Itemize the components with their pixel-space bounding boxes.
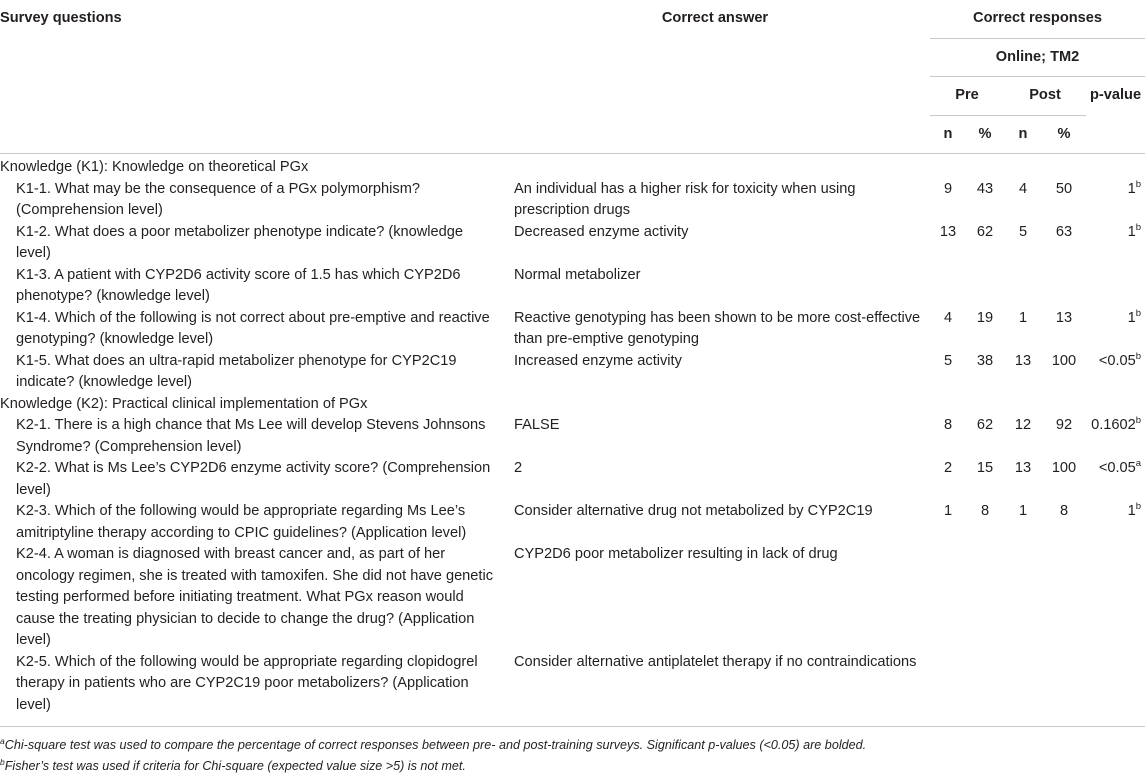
pre-n-cell: 2 [943,460,953,476]
table-row [0,501,1145,544]
pre-n-cell [930,544,966,652]
footnote-a [0,735,1145,756]
p-value-footnote-mark: b [1135,350,1142,362]
post-pct-cell: 50 [1055,180,1073,197]
header-correct-responses: Correct responses [930,0,1145,38]
p-value: <0.05 [1098,460,1136,476]
p-value-cell [1086,501,1145,544]
pre-n-cell: 8 [943,417,953,433]
p-value: 1 [1127,180,1136,197]
pre-pct-cell: 15 [976,460,994,476]
table-footnotes [0,726,1145,777]
post-n-cell [1004,544,1042,652]
question-cell: K2-3. Which of the following would be appropriate regarding Ms Lee’s amitriptyline therapy according to CPIC guidelines? (Application level) [16,503,467,541]
pre-pct-cell: 8 [980,503,990,519]
header-post: Post [1004,77,1086,116]
pre-pct-cell: 62 [976,417,994,433]
p-value-cell [1086,415,1145,458]
p-value-cell [1086,652,1145,727]
p-value-cell [1086,544,1145,652]
answer-cell: Increased enzyme activity [514,352,682,369]
post-pct-cell [1042,265,1086,308]
header-survey-questions: Survey questions [0,10,122,26]
answer-cell: Normal metabolizer [514,266,641,283]
table-row [0,351,1145,394]
header-pre-n: n [943,125,953,142]
post-pct-cell: 100 [1051,460,1077,476]
footnote-mark: a [0,736,5,746]
post-n-cell: 1 [1018,503,1028,519]
p-value: <0.05 [1098,352,1136,369]
section-title-k2: Knowledge (K2): Practical clinical implementation of PGx [0,395,368,412]
table-row [0,415,1145,458]
pre-n-cell: 13 [939,223,957,240]
p-value-cell [1086,222,1145,265]
post-pct-cell: 8 [1059,503,1069,519]
table-row [0,458,1145,501]
table-row [0,179,1145,222]
header-pre: Pre [930,77,1004,116]
question-cell: K1-1. What may be the consequence of a PGx polymorphism? (Comprehension level) [16,180,420,218]
p-value-cell [1086,458,1145,501]
header-online-tm2: Online; TM2 [930,38,1145,77]
p-value-footnote-mark: a [1135,458,1142,469]
post-n-cell [1004,265,1042,308]
header-pre-pct: % [978,125,992,142]
header-p-value: p-value [1089,87,1142,103]
post-n-cell: 12 [1014,417,1032,433]
table-row [0,544,1145,652]
post-pct-cell: 92 [1055,417,1073,433]
post-n-cell: 13 [1014,352,1032,369]
post-n-cell: 1 [1018,309,1028,326]
p-value-cell [1086,265,1145,308]
footnote-b [0,756,1145,777]
footnote-text: Chi-square test was used to compare the percentage of correct responses between pre- and post-training surveys. Significant p-values (<0.05) are bolded. [4,738,867,752]
p-value-footnote-mark: b [1135,221,1142,233]
p-value: 1 [1127,309,1136,326]
question-cell: K1-4. Which of the following is not correct about pre-emptive and reactive genotyping? (knowledge level) [16,309,490,347]
post-pct-cell [1042,544,1086,652]
table-row [0,308,1145,351]
answer-cell: Decreased enzyme activity [514,223,689,240]
table-row [0,265,1145,308]
pre-n-cell: 1 [943,503,953,519]
footnote-mark: b [0,757,5,767]
pre-pct-cell [966,652,1004,727]
post-pct-cell: 100 [1051,352,1077,369]
footnote-text: Fisher’s test was used if criteria for Chi-square (expected value size >5) is not met. [4,759,466,773]
answer-cell: FALSE [514,417,560,433]
p-value-cell [1086,308,1145,351]
question-cell: K1-5. What does an ultra-rapid metabolizer phenotype for CYP2C19 indicate? (knowledge level) [16,352,457,390]
table-header [0,0,1145,154]
question-cell: K1-2. What does a poor metabolizer phenotype indicate? (knowledge level) [16,223,464,261]
p-value-footnote-mark: b [1135,415,1142,426]
answer-cell: Reactive genotyping has been shown to be more cost-effective than pre-emptive genotyping [514,309,921,347]
pre-pct-cell: 43 [976,180,994,197]
post-n-cell: 13 [1014,460,1032,476]
p-value-footnote-mark: b [1135,307,1142,319]
question-cell: K2-2. What is Ms Lee’s CYP2D6 enzyme activity score? (Comprehension level) [16,460,491,498]
pre-pct-cell: 38 [976,352,994,369]
p-value-cell [1086,179,1145,222]
p-value: 1 [1127,503,1136,519]
pre-pct-cell: 62 [976,223,994,240]
question-cell: K2-4. A woman is diagnosed with breast cancer and, as part of her oncology regimen, she is treated with tamoxifen. She did not have genetic testing performed before initiating treatment. What PGx reason would cause the treating physician to decide to change the drug? (Application level) [16,546,494,648]
pre-pct-cell: 19 [976,309,994,326]
header-correct-answer: Correct answer [661,10,769,26]
post-n-cell [1004,652,1042,727]
pre-n-cell: 5 [943,352,953,369]
post-pct-cell [1042,652,1086,727]
table-body [0,154,1145,727]
p-value-cell [1086,351,1145,394]
header-post-n: n [1018,125,1028,142]
question-cell: K2-1. There is a high chance that Ms Lee will develop Stevens Johnsons Syndrome? (Comprehension level) [16,417,486,455]
question-cell: K1-3. A patient with CYP2D6 activity score of 1.5 has which CYP2D6 phenotype? (knowledge level) [16,266,461,304]
answer-cell: CYP2D6 poor metabolizer resulting in lack of drug [514,546,838,562]
section-title-k1: Knowledge (K1): Knowledge on theoretical PGx [0,159,309,175]
pre-n-cell [930,652,966,727]
pre-n-cell [930,265,966,308]
answer-cell: Consider alternative antiplatelet therapy if no contraindications [514,653,917,670]
p-value: 0.1602 [1091,417,1136,433]
answer-cell: An individual has a higher risk for toxicity when using prescription drugs [514,180,856,218]
p-value: 1 [1127,223,1136,240]
post-pct-cell: 63 [1055,223,1073,240]
question-cell: K2-5. Which of the following would be appropriate regarding clopidogrel therapy in patients who are CYP2C19 poor metabolizers? (Application level) [16,653,478,713]
table-row [0,652,1145,727]
post-n-cell: 5 [1018,223,1028,240]
p-value-footnote-mark: b [1135,501,1142,512]
pre-n-cell: 9 [943,180,953,197]
pre-n-cell: 4 [943,309,953,326]
pre-pct-cell [966,544,1004,652]
p-value-footnote-mark: b [1135,178,1142,190]
table-row [0,222,1145,265]
post-pct-cell: 13 [1055,309,1073,326]
header-post-pct: % [1057,125,1071,142]
post-n-cell: 4 [1018,180,1028,197]
answer-cell: 2 [514,460,523,476]
answer-cell: Consider alternative drug not metabolized by CYP2C19 [514,503,873,519]
pre-pct-cell [966,265,1004,308]
